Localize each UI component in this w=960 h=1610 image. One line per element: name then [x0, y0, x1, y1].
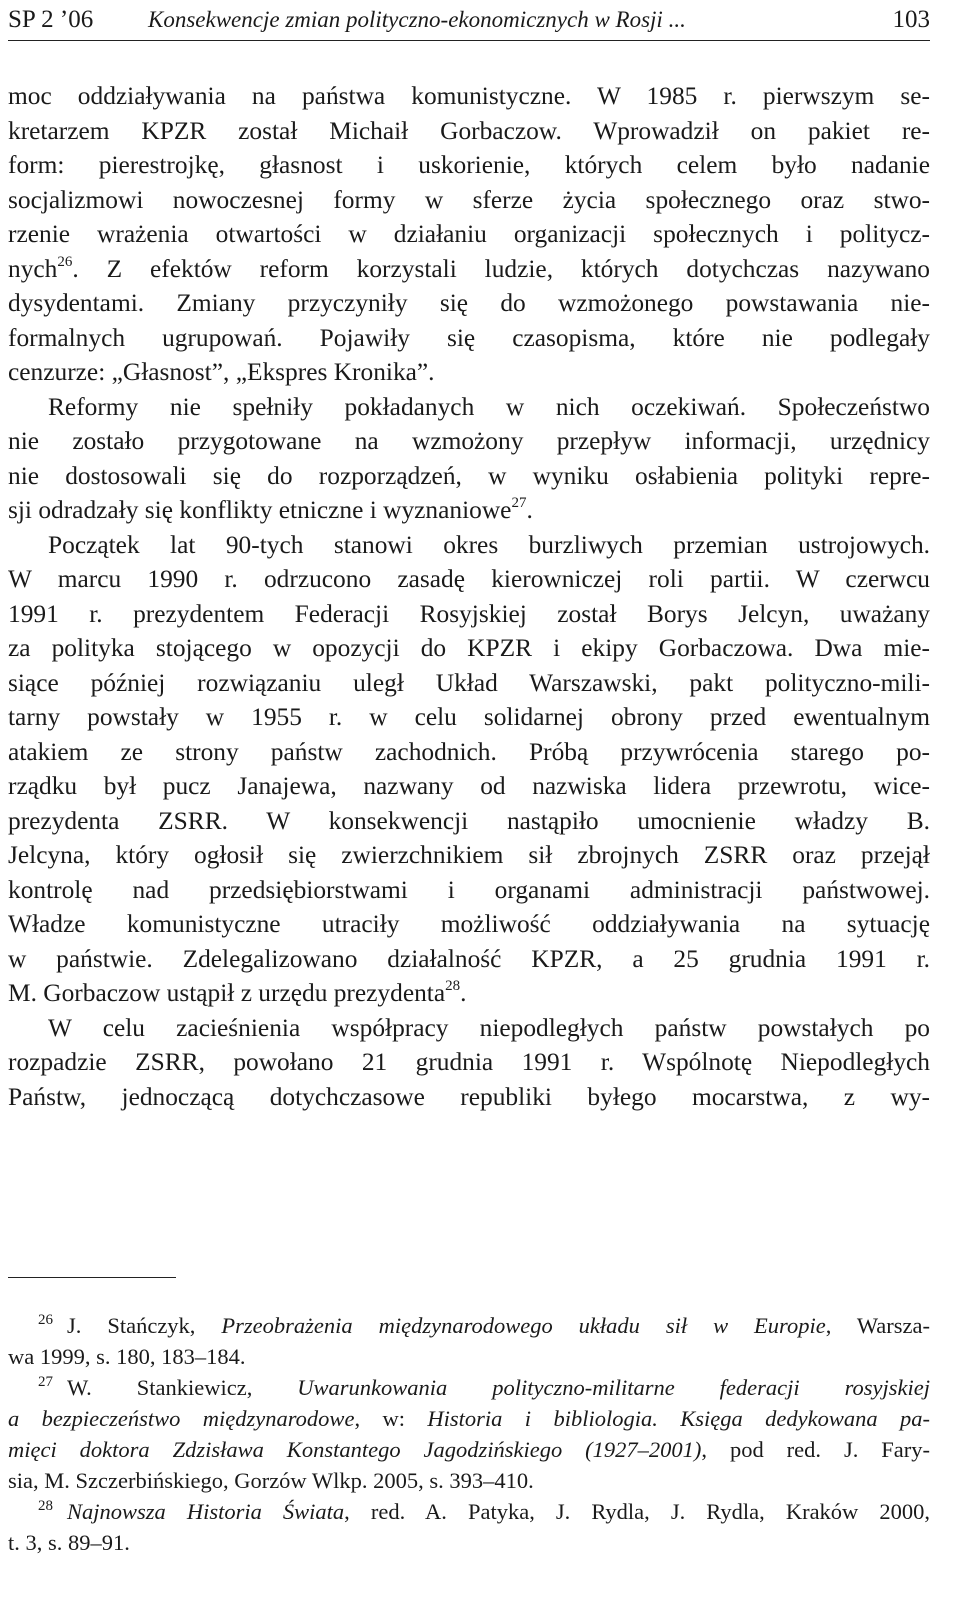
text-line: cenzurze: „Głasnost”, „Ekspres Kronika”.	[8, 358, 435, 386]
text-line: kretarzem KPZR został Michaił Gorbaczow. Wprowadził on pakiet re-	[8, 116, 930, 145]
text-line: dysydentami. Zmiany przyczyniły się do wzmożonego powstawania nie-	[8, 289, 930, 317]
footnote-title: a bezpieczeństwo międzynarodowe	[8, 1406, 355, 1431]
text-line: rozpadzie ZSRR, powołano 21 grudnia 1991 r. Wspólnotę Niepodległych	[8, 1048, 930, 1076]
text-line: kontrolę nad przedsiębiorstwami i organami administracji państwowej.	[8, 875, 930, 904]
running-header	[8, 0, 930, 41]
text-span: .	[526, 496, 533, 524]
paragraph-2	[8, 390, 930, 528]
footnote-title: Historia i bibliologia. Księga dedykowana pa-	[427, 1406, 931, 1431]
footnote-text: , w:	[354, 1406, 428, 1431]
text-line: tarny powstały w 1955 r. w celu solidarnej obrony przed ewentualnym	[8, 703, 930, 731]
text-line: socjalizmowi nowoczesnej formy w sferze życia społecznego oraz stwo-	[8, 185, 930, 214]
footnote-line	[8, 1403, 930, 1434]
footnote-line: sia, M. Szczerbińskiego, Gorzów Wlkp. 2005, s. 393–410.	[8, 1468, 534, 1493]
running-title: Konsekwencje zmian polityczno-ekonomicznych w Rosji ...	[148, 7, 686, 32]
footnote-line	[8, 1434, 930, 1465]
text-line: Początek lat 90-tych stanowi okres burzliwych przemian ustrojowych.	[48, 530, 930, 559]
text-line: siące później rozwiązaniu uległ Układ Warszawski, pakt polityczno-mili-	[8, 668, 930, 697]
text-line: W celu zacieśnienia współpracy niepodległych państw powstałych po	[48, 1013, 930, 1042]
footnote-text: , pod red. J. Fary-	[701, 1437, 930, 1462]
footnotes	[8, 1310, 930, 1558]
footnote-28	[8, 1496, 930, 1558]
text-line: Władze komunistyczne utraciły możliwość oddziaływania na sytuację	[8, 910, 930, 938]
page-number: 103	[892, 6, 930, 33]
footnote-number: 27	[38, 1374, 53, 1390]
footnote-text: , red. A. Patyka, J. Rydla, J. Rydla, Kraków 2000,	[344, 1499, 930, 1524]
text-line	[8, 252, 930, 287]
text-line	[8, 976, 930, 1011]
text-span: . Z efektów reform korzystali ludzie, których dotychczas nazywano	[72, 254, 930, 283]
paragraph-1	[8, 79, 930, 390]
footnote-27	[8, 1372, 930, 1496]
text-line: atakiem ze strony państw zachodnich. Próbą przywrócenia starego po-	[8, 737, 930, 766]
footnote-line	[8, 1310, 930, 1341]
text-line: prezydenta ZSRR. W konsekwencji nastąpiło umocnienie władzy B.	[8, 806, 930, 835]
footnote-number: 28	[38, 1498, 53, 1514]
main-text	[8, 79, 930, 1114]
text-line: za polityka stojącego w opozycji do KPZR i ekipy Gorbaczowa. Dwa mie-	[8, 634, 930, 662]
text-line: Państw, jednoczącą dotychczasowe republiki byłego mocarstwa, z wy-	[8, 1082, 930, 1111]
text-line: 1991 r. prezydentem Federacji Rosyjskiej został Borys Jelcyn, uważany	[8, 599, 930, 628]
text-line: moc oddziaływania na państwa komunistyczne. W 1985 r. pierwszym se-	[8, 82, 930, 110]
footnote-text: J. Stańczyk,	[67, 1313, 222, 1338]
footnote-ref-27: 27	[511, 495, 527, 511]
text-line	[8, 493, 930, 528]
text-span: .	[460, 979, 467, 1007]
text-line: formalnych ugrupowań. Pojawiły się czasopisma, które nie podlegały	[8, 323, 930, 352]
text-line: Reformy nie spełniły pokładanych w nich oczekiwań. Społeczeństwo	[48, 392, 930, 421]
footnote-line	[8, 1372, 930, 1403]
text-line: W marcu 1990 r. odrzucono zasadę kierowniczej roli partii. W czerwcu	[8, 565, 930, 593]
footnote-text: , Warsza-	[825, 1313, 931, 1338]
journal-issue: SP 2 ’06	[8, 6, 94, 33]
footnote-title: Uwarunkowania polityczno-militarne federacji rosyjskiej	[297, 1375, 930, 1400]
text-line: rzenie wrażenia otwartości w działaniu organizacji społecznych i politycz-	[8, 220, 930, 248]
text-line: w państwie. Zdelegalizowano działalność KPZR, a 25 grudnia 1991 r.	[8, 944, 930, 973]
footnote-number: 26	[38, 1312, 53, 1328]
footnote-text: W. Stankiewicz,	[67, 1375, 298, 1400]
footnote-line: t. 3, s. 89–91.	[8, 1530, 130, 1555]
text-span: M. Gorbaczow ustąpił z urzędu prezydenta	[8, 979, 446, 1007]
paragraph-4	[8, 1011, 930, 1115]
footnote-separator	[8, 1277, 176, 1278]
footnote-line	[8, 1496, 930, 1527]
text-span: sji odradzały się konflikty etniczne i wyznaniowe	[8, 496, 512, 524]
paragraph-3	[8, 528, 930, 1011]
footnote-ref-26: 26	[57, 253, 73, 270]
footnote-26	[8, 1310, 930, 1372]
footnote-title: mięci doktora Zdzisława Konstantego Jagodzińskiego (1927–2001)	[8, 1437, 702, 1462]
text-line: nie zostało przygotowane na wzmożony przepływ informacji, urzędnicy	[8, 427, 930, 455]
footnote-line: wa 1999, s. 180, 183–184.	[8, 1344, 246, 1369]
footnote-title: Najnowsza Historia Świata	[67, 1499, 345, 1524]
text-line: Jelcyna, który ogłosił się zwierzchnikiem sił zbrojnych ZSRR oraz przejął	[8, 841, 930, 869]
text-line: form: pierestrojkę, głasnost i uskorienie, których celem było nadanie	[8, 151, 930, 179]
footnote-title: Przeobrażenia międzynarodowego układu sił w Europie	[221, 1313, 826, 1338]
footnote-ref-28: 28	[445, 978, 461, 994]
text-span: nych	[8, 254, 58, 283]
text-line: nie dostosowali się do rozporządzeń, w wyniku osłabienia polityki repre-	[8, 461, 930, 490]
text-line: rządku był pucz Janajewa, nazwany od nazwiska lidera przewrotu, wice-	[8, 772, 930, 800]
